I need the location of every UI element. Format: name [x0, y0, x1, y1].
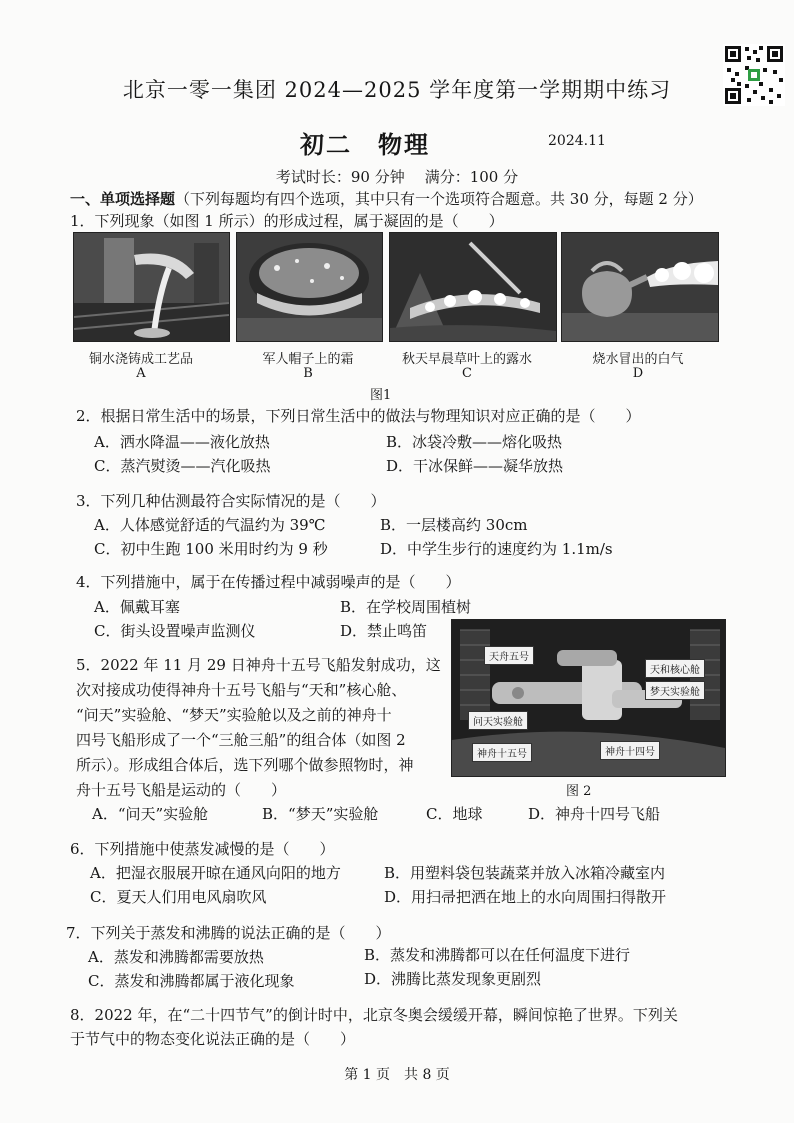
question-3-option-c[interactable]: C．初中生跑 100 米用时约为 9 秒: [94, 540, 328, 558]
question-5-option-b[interactable]: B．“梦天”实验舱: [262, 805, 379, 823]
figure-2-label-wentian: 问天实验舱: [468, 711, 528, 730]
figure-1d-caption: 烧水冒出的白气: [592, 352, 684, 367]
question-4-stem: 4．下列措施中，属于在传播过程中减弱噪声的是（ ）: [76, 573, 461, 591]
question-6-stem: 6．下列措施中使蒸发减慢的是（ ）: [70, 840, 335, 858]
figure-1d-letter: D: [632, 366, 644, 381]
page-number: 第 1 页 共 8 页: [344, 1067, 450, 1083]
figure-2-label-shenzhou15: 神舟十五号: [472, 743, 532, 762]
question-4-option-d[interactable]: D．禁止鸣笛: [340, 622, 428, 640]
question-5-option-a[interactable]: A．“问天”实验舱: [92, 805, 209, 823]
exam-info: [0, 166, 794, 187]
question-7-option-b[interactable]: B．蒸发和沸腾都可以在任何温度下进行: [364, 946, 631, 964]
exam-date: 2024.11: [548, 133, 606, 149]
question-5-line-1: 5．2022 年 11 月 29 日神舟十五号飞船发射成功，这: [76, 656, 441, 674]
question-2-option-b[interactable]: B．冰袋冷敷——熔化吸热: [386, 433, 563, 451]
question-7-option-c[interactable]: C．蒸发和沸腾都属于液化现象: [88, 972, 295, 990]
question-3-option-d[interactable]: D．中学生步行的速度约为 1.1m/s: [380, 540, 613, 558]
figure-1a-letter: A: [136, 366, 146, 381]
question-5-line-3: “问天”实验舱、“梦天”实验舱以及之前的神舟十: [76, 706, 392, 724]
figure-2-label-mengtian: 梦天实验舱: [645, 681, 705, 700]
question-3-stem: 3．下列几种估测最符合实际情况的是（ ）: [76, 492, 386, 510]
question-4-option-a[interactable]: A．佩戴耳塞: [94, 598, 180, 616]
section-heading: [70, 188, 703, 209]
question-6-option-c[interactable]: C．夏天人们用电风扇吹风: [90, 888, 267, 906]
question-4-option-b[interactable]: B．在学校周围植树: [340, 598, 472, 616]
question-6-option-a[interactable]: A．把湿衣服展开晾在通风向阳的地方: [90, 864, 341, 882]
question-2-option-a[interactable]: A．洒水降温——液化放热: [94, 433, 270, 451]
exam-subject: [300, 125, 430, 160]
figure-1c-letter: C: [462, 366, 472, 381]
figure-2-label: 图 2: [566, 784, 592, 799]
question-2-option-d[interactable]: D．干冰保鲜——凝华放热: [386, 457, 564, 475]
question-2-option-c[interactable]: C．蒸汽熨烫——汽化吸热: [94, 457, 271, 475]
question-4-option-c[interactable]: C．街头设置噪声监测仪: [94, 622, 256, 640]
question-7-stem: 7．下列关于蒸发和沸腾的说法正确的是（ ）: [66, 924, 391, 942]
figure-1-label: 图1: [370, 388, 392, 403]
question-5-option-c[interactable]: C．地球: [426, 805, 483, 823]
question-2-stem: 2．根据日常生活中的场景，下列日常生活中的做法与物理知识对应正确的是（ ）: [76, 407, 641, 425]
question-5-line-5: 所示）。形成组合体后，选下列哪个做参照物时，神: [76, 756, 414, 774]
question-5-line-2: 次对接成功使得神舟十五号飞船与“天和”核心舱、: [76, 681, 407, 699]
grade-label: 初二: [300, 130, 352, 159]
figure-2-label-tianzhou5: 天舟五号: [484, 646, 534, 665]
question-1-stem: 1．下列现象（如图 1 所示）的形成过程，属于凝固的是（ ）: [70, 212, 504, 230]
figure-1b-photo: [236, 232, 383, 342]
figure-1b-letter: B: [303, 366, 313, 381]
question-6-option-d[interactable]: D．用扫帚把洒在地上的水向周围扫得散开: [384, 888, 667, 906]
question-5-line-4: 四号飞船形成了一个“三舱三船”的组合体（如图 2: [76, 731, 406, 749]
figure-1a-photo: [73, 232, 230, 342]
figure-1b-caption: 军人帽子上的霜: [262, 352, 354, 367]
question-3-option-b[interactable]: B．一层楼高约 30cm: [380, 516, 528, 534]
section-title: 一、单项选择题: [70, 190, 176, 208]
exam-title: 北京一零一集团 2024—2025 学年度第一学期期中练习: [122, 78, 672, 102]
question-7-option-d[interactable]: D．沸腾比蒸发现象更剧烈: [364, 970, 542, 988]
question-5-line-6: 舟十五号飞船是运动的（ ）: [76, 781, 287, 799]
figure-1c-caption: 秋天早晨草叶上的露水: [401, 352, 532, 367]
full-score: 满分：100 分: [424, 168, 519, 186]
question-6-option-b[interactable]: B．用塑料袋包装蔬菜并放入冰箱冷藏室内: [384, 864, 666, 882]
figure-2-label-shenzhou14: 神舟十四号: [600, 741, 660, 760]
question-8-line-1: 8．2022 年，在“二十四节气”的倒计时中，北京冬奥会缓缓开幕，瞬间惊艳了世界。下列关: [70, 1006, 678, 1024]
time-limit: 考试时长：90 分钟: [275, 168, 405, 186]
subject-label: 物理: [378, 130, 430, 159]
question-3-option-a[interactable]: A．人体感觉舒适的气温约为 39℃: [94, 516, 326, 534]
question-5-option-d[interactable]: D．神舟十四号飞船: [528, 805, 661, 823]
section-note: （下列每题均有四个选项，其中只有一个选项符合题意。共 30 分，每题 2 分）: [175, 190, 703, 208]
question-8-line-2: 于节气中的物态变化说法正确的是（ ）: [70, 1030, 356, 1048]
figure-1c-photo: [389, 232, 557, 342]
figure-1a-caption: 铜水浇铸成工艺品: [88, 352, 193, 367]
figure-1d-photo: [561, 232, 719, 342]
question-7-option-a[interactable]: A．蒸发和沸腾都需要放热: [88, 948, 264, 966]
figure-2-label-tianhe: 天和核心舱: [645, 659, 705, 678]
